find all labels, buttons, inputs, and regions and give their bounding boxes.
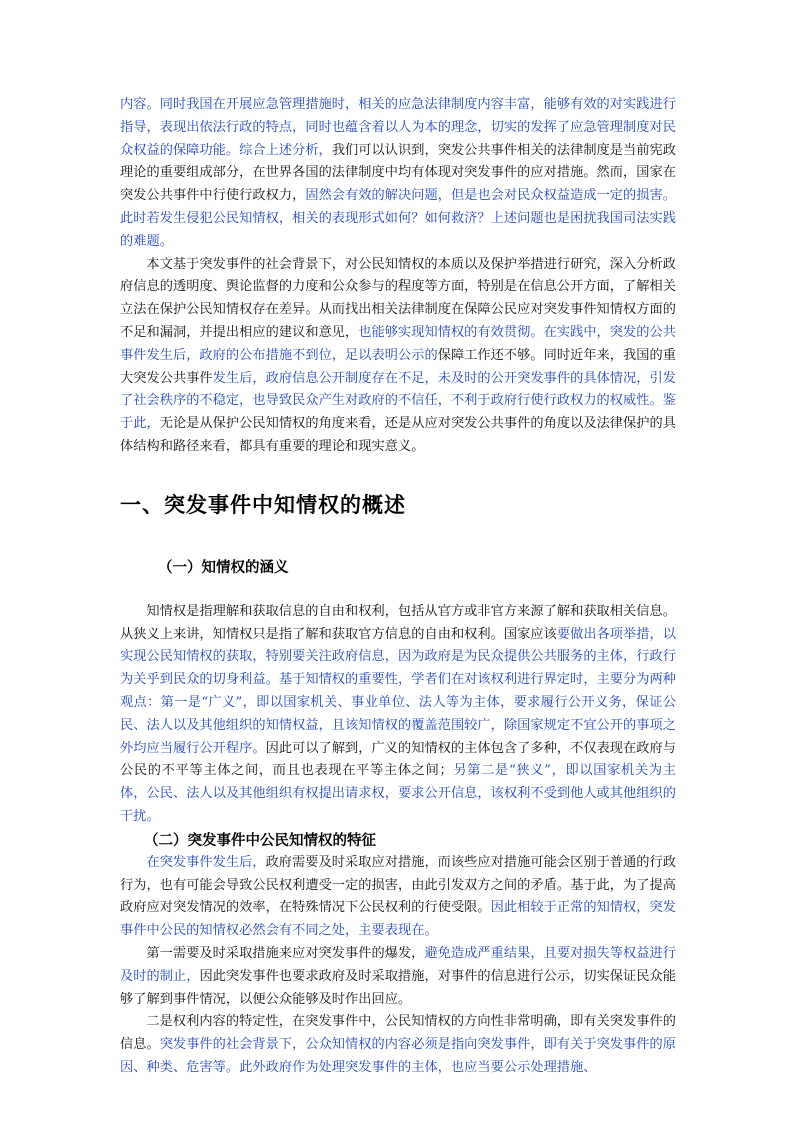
document-page: [120, 94, 676, 1080]
text-run: 另第二是“狭义”，即以国家机关为主体，公民、法人以及其他组织有权提出请求权，要求公开信息，该权利不受到他人或其他组织的干扰。: [120, 763, 676, 824]
text-run: 突发事件的社会背景下，公众知情权的内容必须是指向突发事件，即有关于突发事件的原因、种类、危害等。此外政府作为处理突发事件的主体，也应当要公示处理措施、: [120, 1037, 676, 1075]
text-run: 发生后，政府信息公开制度存在不足，未及时的公开突发事件的具体情况，引发了社会秩序的不稳定，也导致民众产生对政府的不信任，不利于政府行使行政权力的权威性。鉴于此，: [120, 370, 676, 432]
intro-paragraph-2: [120, 254, 676, 459]
text-run: 保障工作还不够。同时近年来，我国的重大突发公共事件: [120, 347, 676, 386]
intro-paragraph-1: [120, 94, 676, 254]
subsection-1-heading: （一）知情权的涵义: [158, 559, 289, 576]
subsection-2-paragraph-2: [120, 943, 676, 1011]
text-run: 第一需要及时采取措施来应对突发事件的爆发，: [146, 945, 425, 961]
section-1-heading: 一、突发事件中知情权的概述: [120, 492, 406, 517]
text-run: 政府需要及时采取应对措施，而该些应对措施可能会区别于普通的行政行为，也有可能会导致公民权利遭受一定的损害，由此引发双方之间的矛盾。基于此，为了提高政府应对突发情况的效率，在特殊情况下公民权利的行使受限。: [120, 854, 677, 916]
text-run: 因此突发事件也要求政府及时采取措施，对事件的信息进行公示，切实保证民众能够了解到事件情况，以便公众能够及时作出回应。: [120, 968, 676, 1007]
text-run: 我们可以认识到，突发公共事件相关的法律制度是当前宪政理论的重要组成部分，在世界各国的法律制度中均有体现对突发事件的应对措施。然而，国家在突发公共事件中行使行政权力，: [120, 142, 676, 204]
text-run: 因此相较于正常的知情权，突发事件中公民的知情权必然会有不同之处，主要表现在。: [120, 900, 677, 939]
subsection-2-heading: （二）突发事件中公民知情权的特征: [144, 832, 376, 849]
text-run: 因此可以了解到，广义的知情权的主体包含了多种，不仅表现在政府与公民的不平等主体之间，而且也表现在平等主体之间；: [120, 740, 676, 779]
subsection-2-paragraph-1: [120, 852, 676, 943]
text-run: 也能够实现知情权的有效贯彻。在实践中，突发的公共事件发生后，政府的公布措施不到位，足以表明公示的: [120, 324, 676, 363]
text-run: 固然会有效的解决问题，但是也会对民众权益造成一定的损害。此时若发生侵犯公民知情权，相关的表现形式如何？如何救济？上述问题也是困扰我国司法实践的难题。: [120, 188, 677, 249]
subsection-1-paragraph-1: [120, 601, 676, 829]
text-run: 要做出各项举措，以实现公民知情权的获取，特别要关注政府信息，因为政府是为民众提供公共服务的主体，行政行为关乎到民众的切身利益。基于知情权的重要性，学者们在对该权利进行界定时，主要分为两种观点：第一是“广义”，即以国家机关、事业单位、法人等为主体，要求履行公开义务，保证公民、法人以及其他组织的知情权益，且该知情权的覆盖范围较广，除国家规定不宜公开的事项之外均应当履行公开程序。: [120, 626, 676, 756]
text-run: 二是权利内容的特定性，在突发事件中，公民知情权的方向性非常明确，即有关突发事件的信息。: [120, 1014, 676, 1053]
text-run: 避免造成严重结果，且要对损失等权益进行及时的制止，: [120, 945, 676, 984]
text-run: 无论是从保护公民知情权的角度来看，还是从应对突发公共事件的角度以及法律保护的具体结构和路径来看，都具有重要的理论和现实意义。: [120, 416, 676, 454]
text-run: 在突发事件发生后，: [146, 854, 266, 870]
text-run: 本文基于突发事件的社会背景下，对公民知情权的本质以及保护举措进行研究，深入分析政府信息的透明度、舆论监督的力度和公众参与的程度等方面，特别是在信息公开方面，了解相关立法在保护公民知情权存在差异。从而找出相关法律制度在保障公民应对突发事件知情权方面的不足和漏洞，并提出相应的建议和意见，: [120, 256, 676, 340]
subsection-2-paragraph-3: [120, 1011, 676, 1079]
text-run: 知情权是指理解和获取信息的自由和权利，包括从官方或非官方来源了解和获取相关信息。从狭义上来讲，知情权只是指了解和获取官方信息的自由和权利。国家应该: [120, 603, 676, 642]
text-run: 内容。同时我国在开展应急管理措施时，相关的应急法律制度内容丰富，能够有效的对实践进行指导，表现出依法行政的特点，同时也蕴含着以人为本的理念，切实的发挥了应急管理制度对民众权益的保障功能。综合上述分析，: [120, 97, 676, 158]
